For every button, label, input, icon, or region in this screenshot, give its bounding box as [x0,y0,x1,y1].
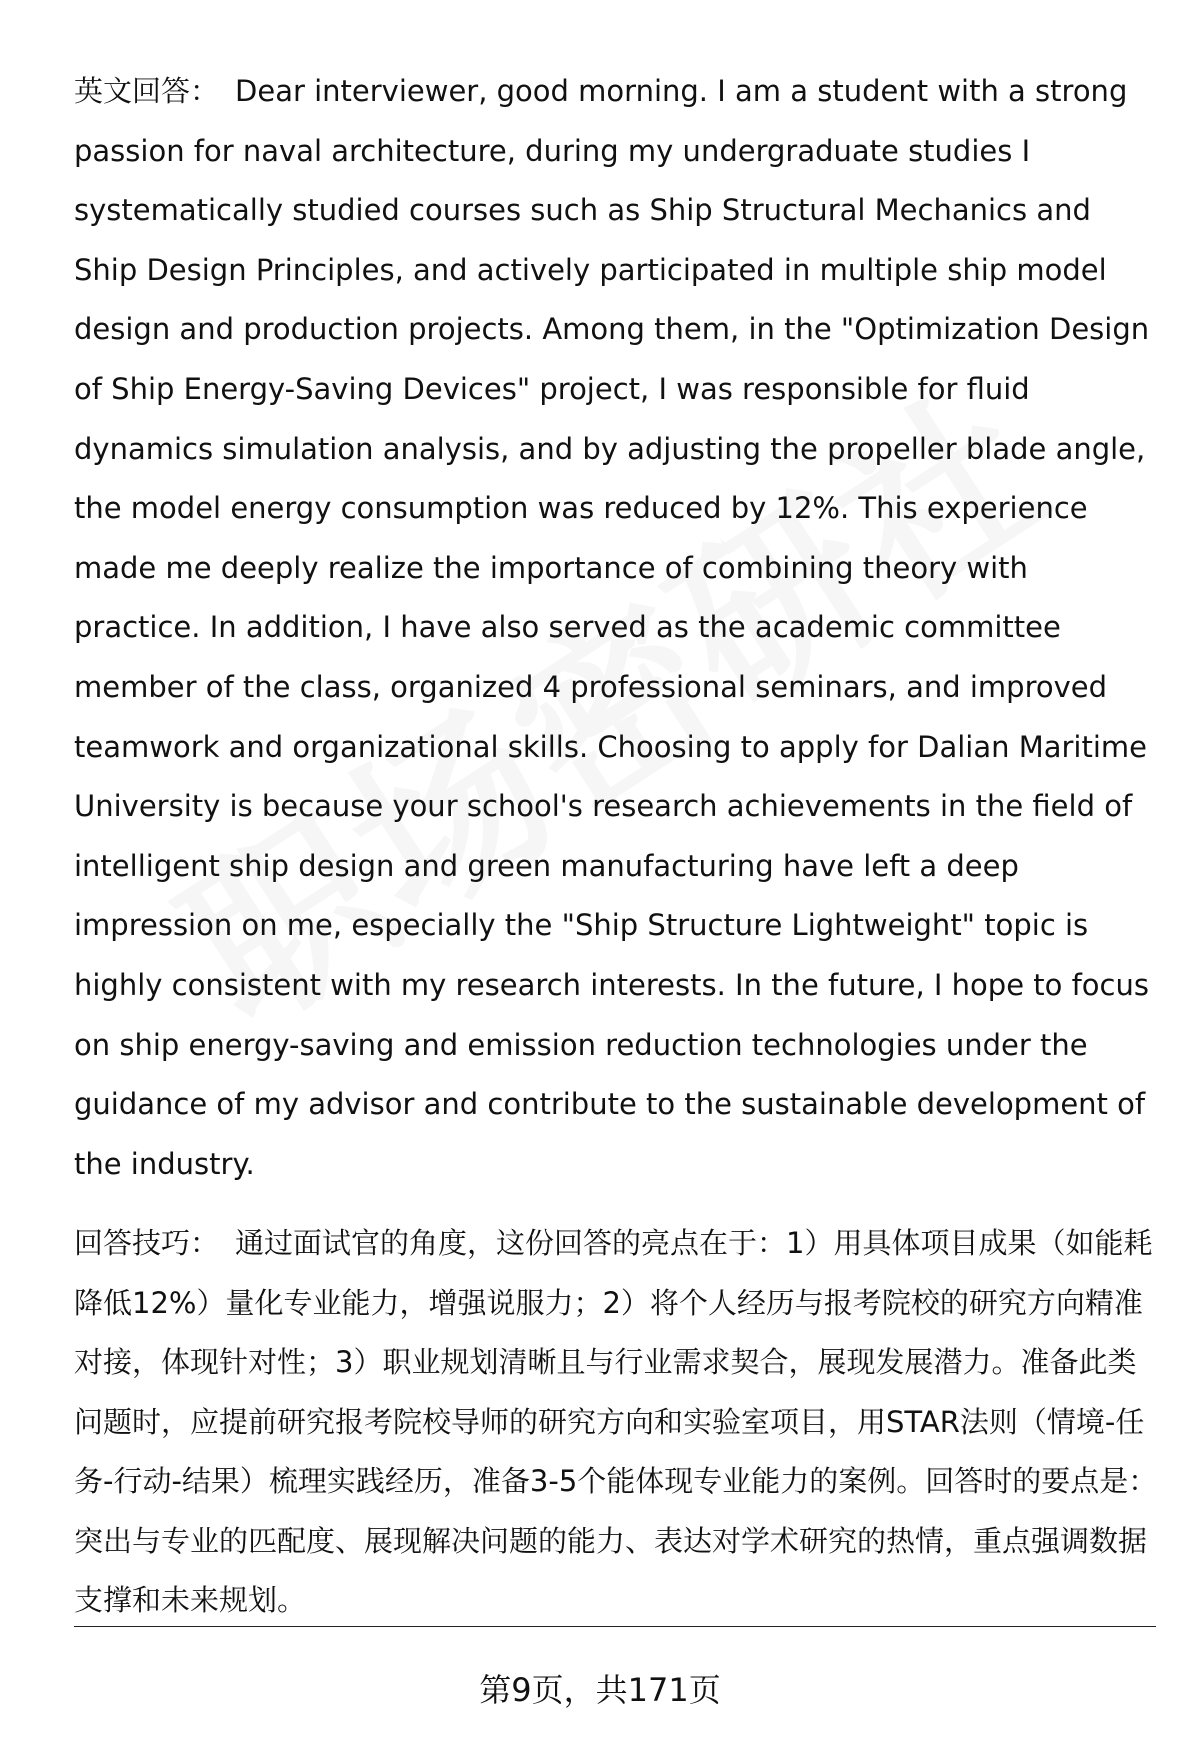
answer-label: 英文回答： [74,74,220,108]
tips-text: 通过面试官的角度，这份回答的亮点在于：1）用具体项目成果（如能耗降低12%）量化专业能力，增强说服力；2）将个人经历与报考院校的研究方向精准对接，体现针对性；3）职业规划清晰且与行业需求契合，展现发展潜力。准备此类问题时，应提前研究报考院校导师的研究方向和实验室项目，用STAR法则（情境-任务-行动-结果）梳理实践经历，准备3-5个能体现专业能力的案例。回答时的要点是：突出与专业的匹配度、展现解决问题的能力、表达对学术研究的热情，重点强调数据支撑和未来规划。 [74,1226,1158,1618]
answer-text: Dear interviewer, good morning. I am a student with a strong passion for naval architecture, during my undergraduate studies I systematically studied courses such as Ship Structural Mechanics and Ship Design Principles, and actively participated in multiple ship model design and production projects. Among them, in the "Optimization Design of Ship Energy-Saving Devices" project, I was responsible for fluid dynamics simulation analysis, and by adjusting the propeller blade angle, the model energy consumption was reduced by 12%. This experience made me deeply realize the importance of combining theory with practice. In addition, I have also served as the academic committee member of the class, organized 4 professional seminars, and improved teamwork and organizational skills. Choosing to apply for Dalian Maritime University is because your school's research achievements in the field of intelligent ship design and green manufacturing have left a deep impression on me, especially the "Ship Structure Lightweight" topic is highly consistent with my research interests. In the future, I hope to focus on ship energy-saving and emission reduction technologies under the guidance of my advisor and contribute to the sustainable development of the industry. [74,74,1150,1181]
paragraph-gap [74,1194,1160,1214]
tips-label: 回答技巧： [74,1226,220,1261]
page-content [74,62,1160,1631]
tips-paragraph [74,1214,1160,1631]
footer-divider [74,1626,1156,1627]
answer-paragraph [74,62,1160,1194]
page-number: 第9页，共171页 [479,1671,721,1709]
